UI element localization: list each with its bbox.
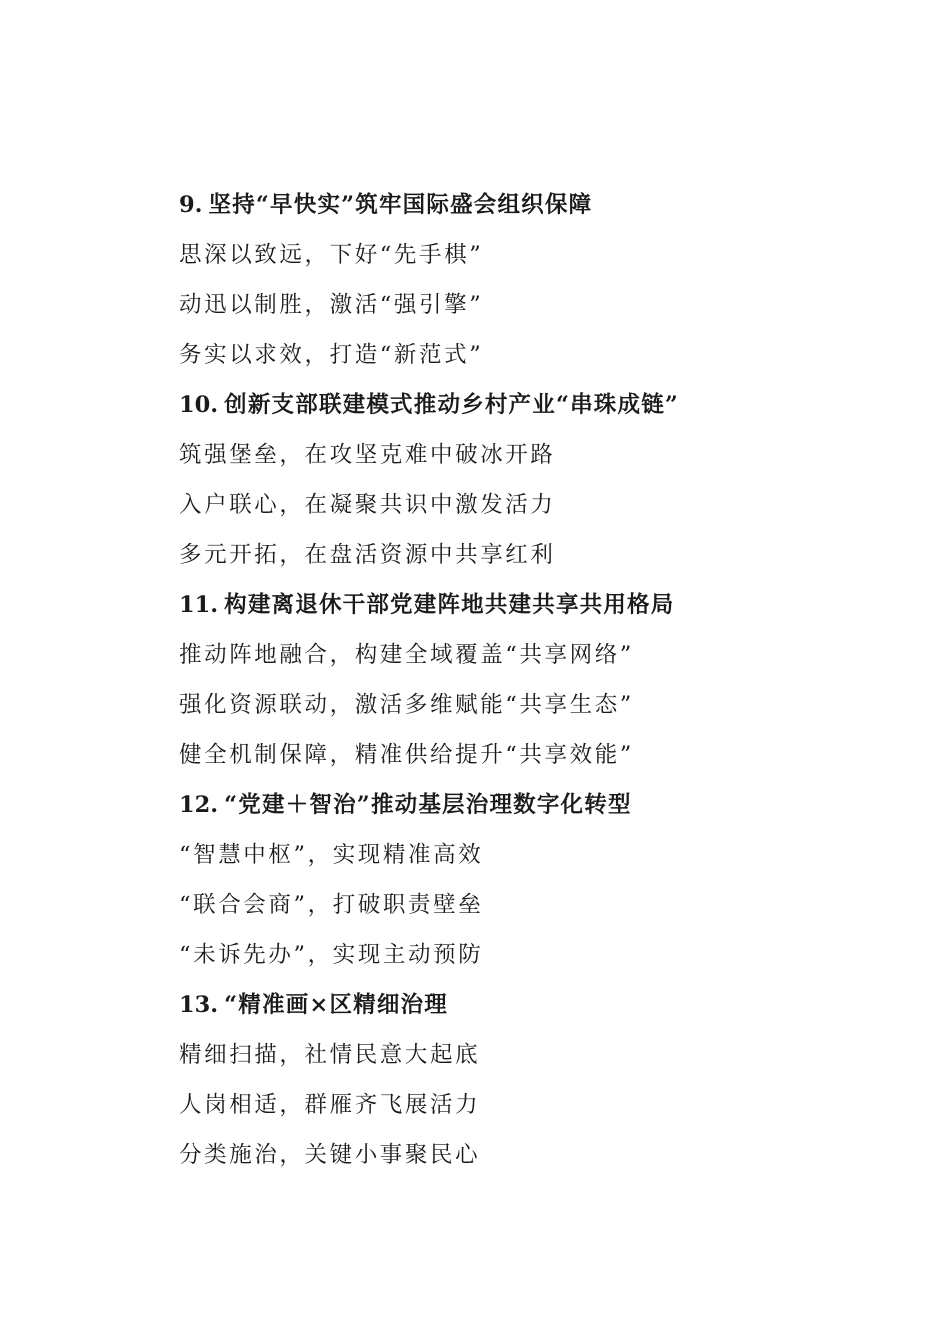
section-title: 创新支部联建模式推动乡村产业“串珠成链”	[224, 392, 680, 418]
section-item: “联合会商”，打破职责壁垒	[179, 892, 484, 918]
section-title: 坚持“早快实”筑牢国际盛会组织保障	[208, 192, 593, 218]
section-item: 精细扫描，社情民意大起底	[179, 1042, 481, 1068]
section-heading	[179, 380, 879, 430]
section-item: “智慧中枢”，实现精准高效	[179, 842, 484, 868]
section-item: 思深以致远，下好“先手棋”	[179, 242, 484, 268]
section-heading	[179, 580, 879, 630]
section-number: 10.	[179, 392, 219, 418]
section-item: 动迅以制胜，激活“强引擎”	[179, 292, 484, 318]
section-item: 人岗相适，群雁齐飞展活力	[179, 1092, 481, 1118]
section-item: 健全机制保障，精准供给提升“共享效能”	[179, 742, 634, 768]
section-number: 11.	[179, 592, 219, 618]
section-item: 强化资源联动，激活多维赋能“共享生态”	[179, 692, 634, 718]
section-heading	[179, 180, 879, 230]
section-item: 分类施治，关键小事聚民心	[179, 1142, 481, 1168]
section-number: 9.	[179, 192, 203, 218]
section-number: 12.	[179, 792, 219, 818]
section-item: 入户联心，在凝聚共识中激发活力	[179, 492, 556, 518]
document-body	[179, 180, 879, 1180]
section-title: “党建＋智治”推动基层治理数字化转型	[224, 792, 632, 818]
section-item: 多元开拓，在盘活资源中共享红利	[179, 542, 556, 568]
section-item: 务实以求效，打造“新范式”	[179, 342, 484, 368]
section-heading	[179, 780, 879, 830]
section-item: 推动阵地融合，构建全域覆盖“共享网络”	[179, 642, 634, 668]
section-item: 筑强堡垒，在攻坚克难中破冰开路	[179, 442, 556, 468]
section-number: 13.	[179, 992, 219, 1018]
section-title: 构建离退休干部党建阵地共建共享共用格局	[224, 592, 675, 618]
section-heading	[179, 980, 879, 1030]
section-item: “未诉先办”，实现主动预防	[179, 942, 484, 968]
section-title: “精准画×区精细治理	[224, 992, 448, 1018]
